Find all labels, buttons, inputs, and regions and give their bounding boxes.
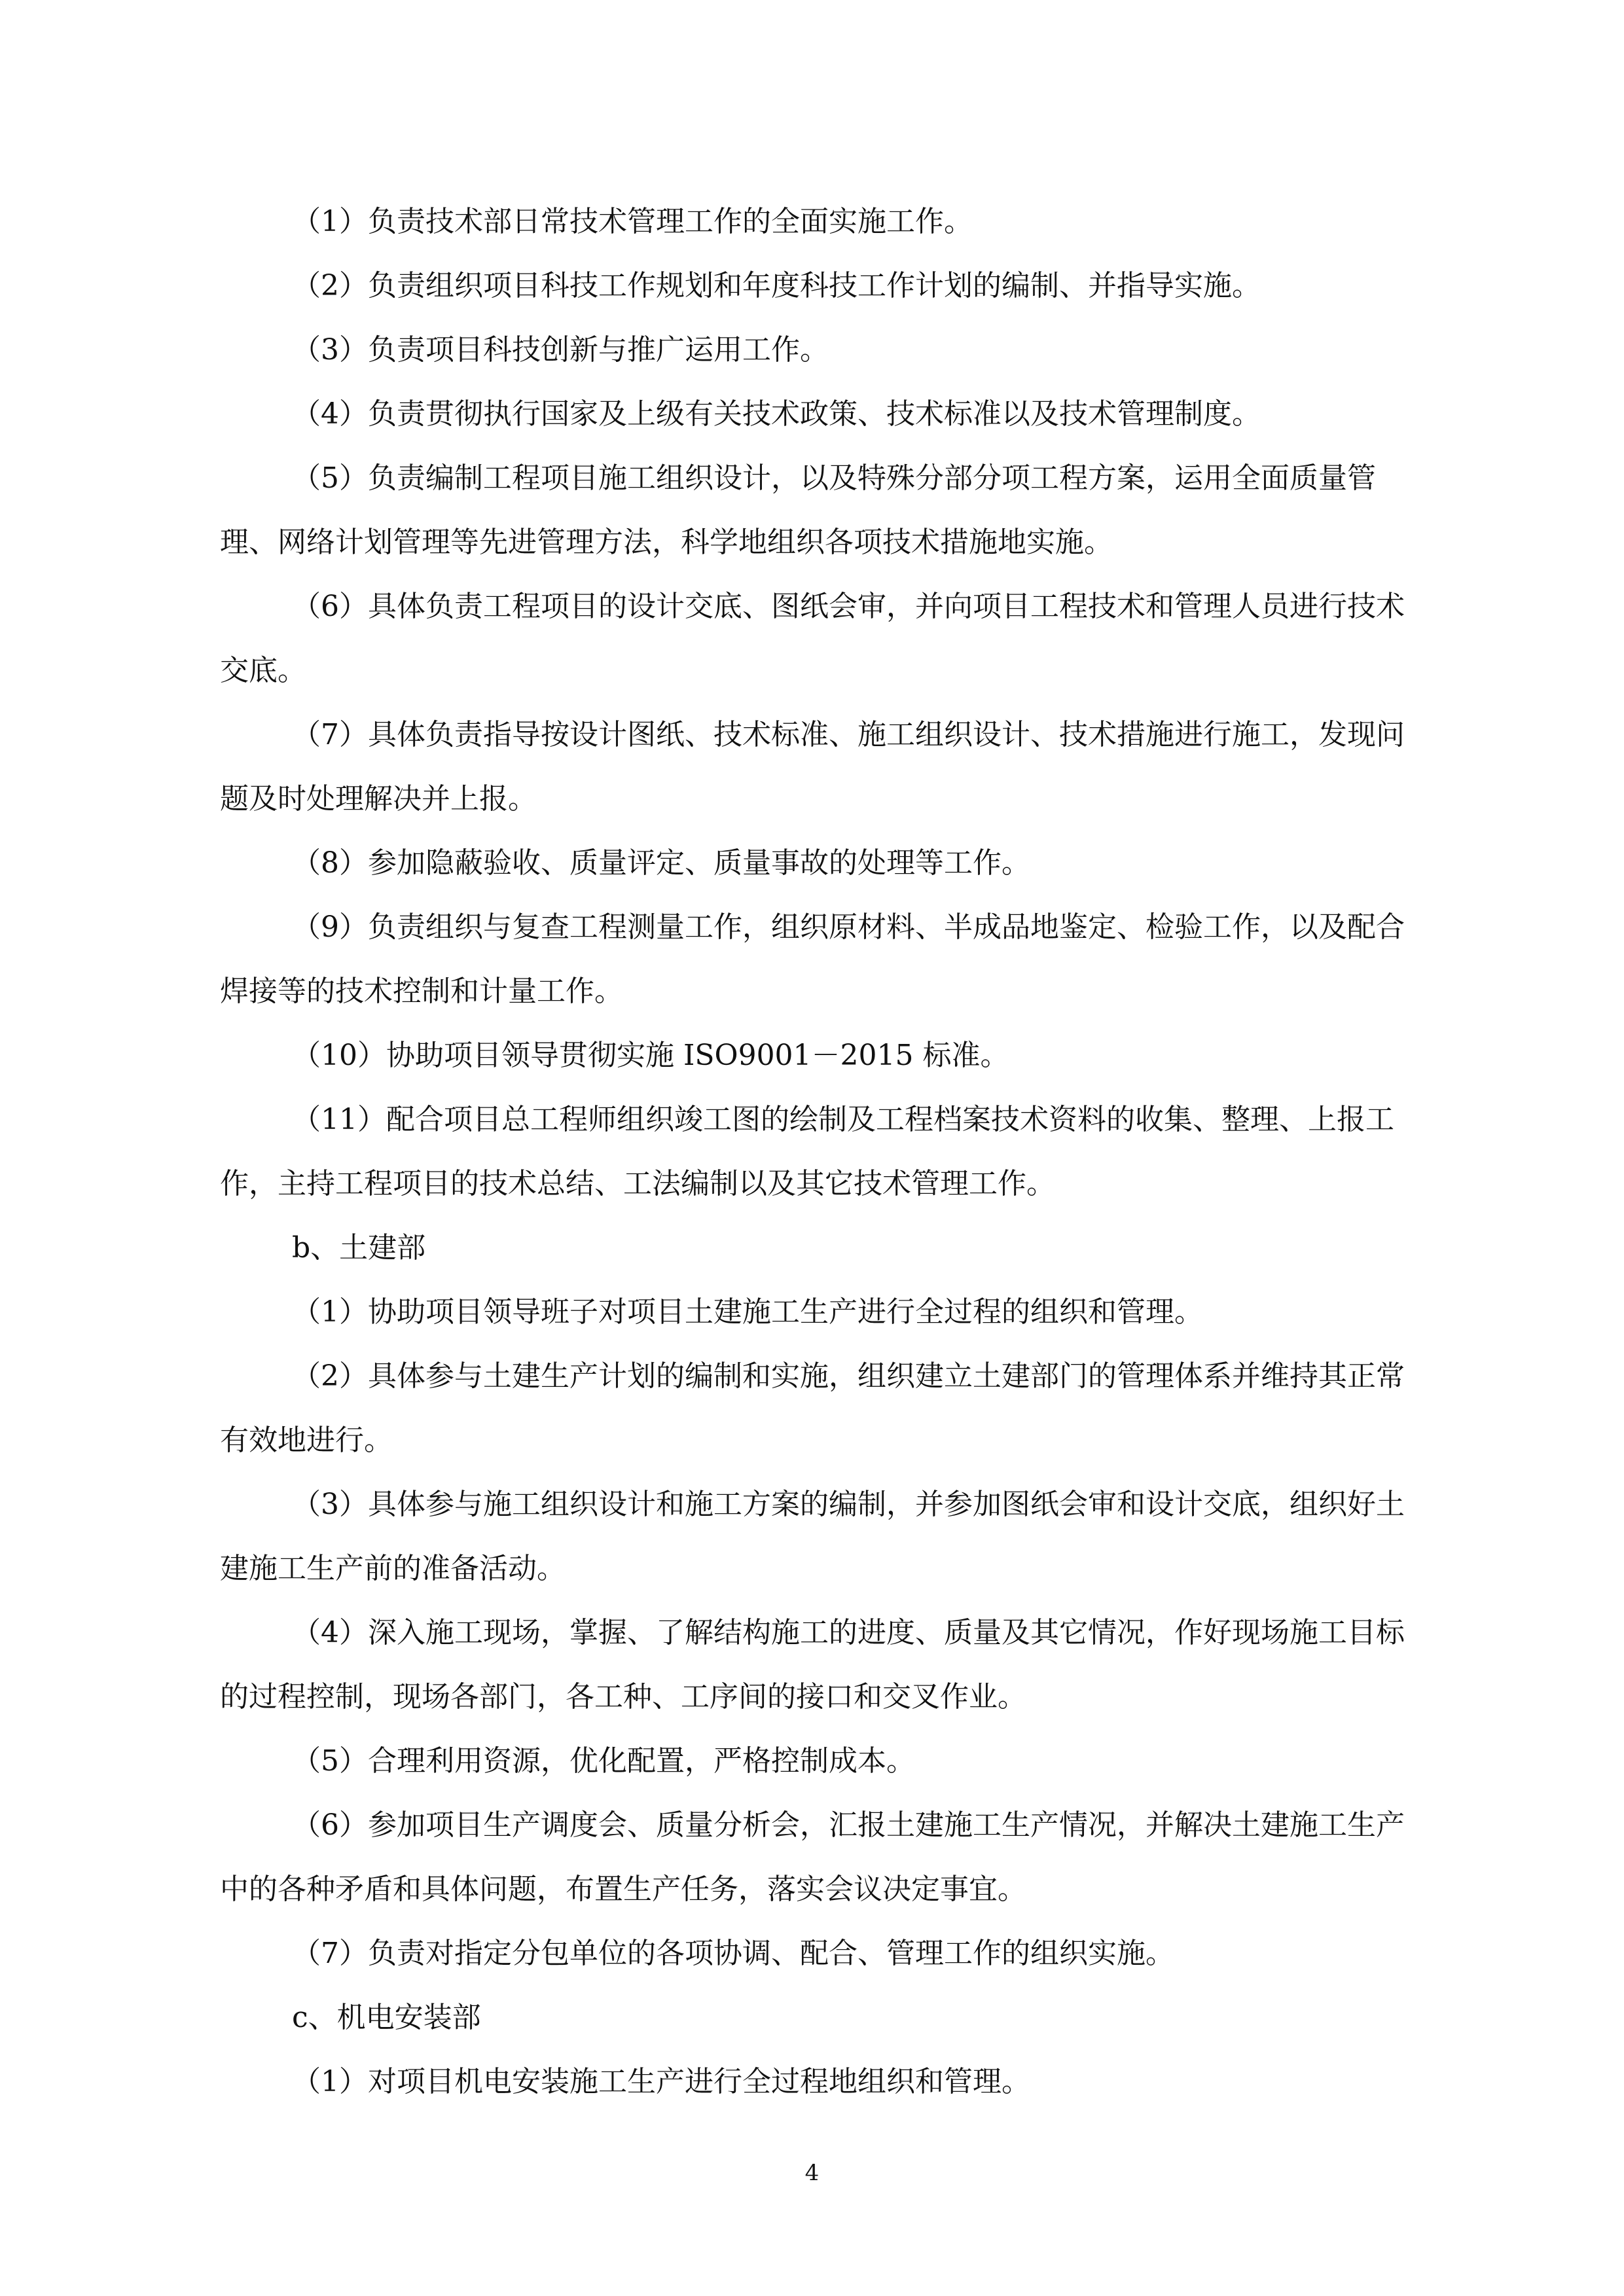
paragraph-tech-3: （3）负责项目科技创新与推广运用工作。 xyxy=(292,333,829,367)
paragraph-civil-7: （7）负责对指定分包单位的各项协调、配合、管理工作的组织实施。 xyxy=(292,1937,1174,1970)
paragraph-mep-1: （1）对项目机电安装施工生产进行全过程地组织和管理。 xyxy=(292,2065,1030,2098)
paragraph-tech-4: （4）负责贯彻执行国家及上级有关技术政策、技术标准以及技术管理制度。 xyxy=(292,397,1261,431)
paragraph-tech-6: （6）具体负责工程项目的设计交底、图纸会审，并向项目工程技术和管理人员进行技术交底。 xyxy=(220,590,1405,687)
body-text xyxy=(220,190,1405,2114)
paragraph-civil-1: （1）协助项目领导班子对项目土建施工生产进行全过程的组织和管理。 xyxy=(292,1295,1203,1329)
paragraph-tech-9: （9）负责组织与复查工程测量工作，组织原材料、半成品地鉴定、检验工作，以及配合焊接等的技术控制和计量工作。 xyxy=(220,910,1405,1008)
paragraph-tech-8: （8）参加隐蔽验收、质量评定、质量事故的处理等工作。 xyxy=(292,846,1030,880)
paragraph-civil-6: （6）参加项目生产调度会、质量分析会，汇报土建施工生产情况，并解决土建施工生产中的各种矛盾和具体问题，布置生产任务，落实会议决定事宜。 xyxy=(220,1808,1405,1906)
paragraph-tech-11: （11）配合项目总工程师组织竣工图的绘制及工程档案技术资料的收集、整理、上报工作，主持工程项目的技术总结、工法编制以及其它技术管理工作。 xyxy=(220,1103,1394,1200)
page-number: 4 xyxy=(804,2160,820,2186)
paragraph-tech-1: （1）负责技术部日常技术管理工作的全面实施工作。 xyxy=(292,205,973,238)
paragraph-tech-5: （5）负责编制工程项目施工组织设计，以及特殊分部分项工程方案，运用全面质量管理、网络计划管理等先进管理方法，科学地组织各项技术措施地实施。 xyxy=(220,461,1376,559)
paragraph-civil-5: （5）合理利用资源，优化配置，严格控制成本。 xyxy=(292,1744,915,1778)
paragraph-tech-2: （2）负责组织项目科技工作规划和年度科技工作计划的编制、并指导实施。 xyxy=(292,269,1261,302)
paragraph-civil-2: （2）具体参与土建生产计划的编制和实施，组织建立土建部门的管理体系并维持其正常有效地进行。 xyxy=(220,1359,1405,1457)
paragraph-tech-7: （7）具体负责指导按设计图纸、技术标准、施工组织设计、技术措施进行施工，发现问题及时处理解决并上报。 xyxy=(220,718,1405,816)
section-heading-mep: c、机电安装部 xyxy=(292,2001,481,2034)
section-heading-civil: b、土建部 xyxy=(292,1231,426,1265)
paragraph-civil-3: （3）具体参与施工组织设计和施工方案的编制，并参加图纸会审和设计交底，组织好土建施工生产前的准备活动。 xyxy=(220,1488,1405,1585)
paragraph-civil-4: （4）深入施工现场，掌握、了解结构施工的进度、质量及其它情况，作好现场施工目标的过程控制，现场各部门，各工种、工序间的接口和交叉作业。 xyxy=(220,1616,1405,1713)
paragraph-tech-10: （10）协助项目领导贯彻实施 ISO9001－2015 标准。 xyxy=(292,1039,1009,1072)
